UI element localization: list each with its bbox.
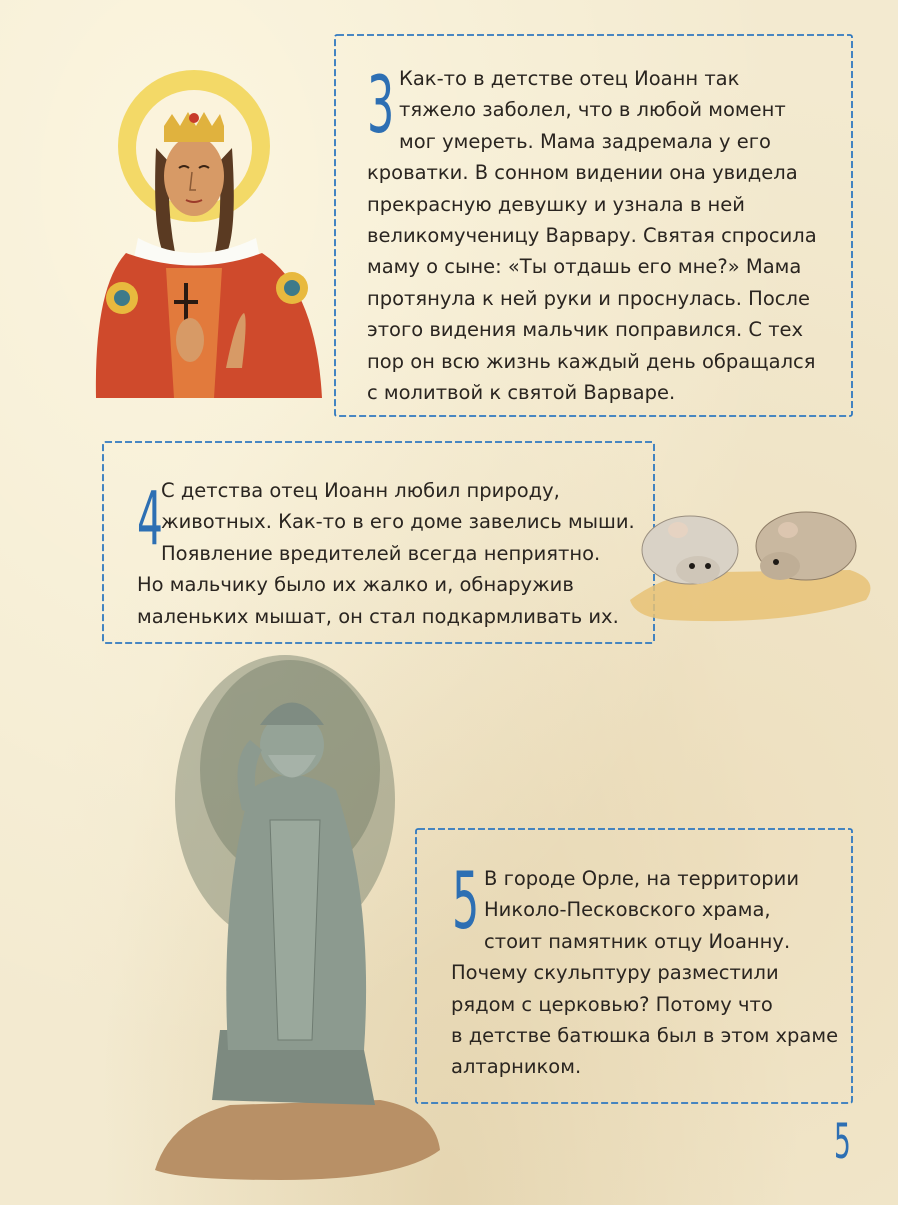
- section-text: [101, 475, 635, 632]
- text-line: кроватки. В сонном видении она увидела: [367, 161, 798, 185]
- text-line: рядом с церковью? Потому что: [451, 992, 773, 1016]
- text-line: протянула к ней руки и проснулась. После: [367, 286, 810, 310]
- text-line: тяжело заболел, что в любой момент: [399, 98, 786, 122]
- text-line: в детстве батюшка был в этом храме: [451, 1024, 839, 1048]
- text-line: Николо-Песковского храма,: [484, 898, 771, 922]
- section-number: 3: [367, 61, 393, 151]
- text-line: великомученицу Варвару. Святая спросила: [367, 224, 817, 248]
- saint-barbara-icon-illustration: [86, 68, 336, 403]
- story-box-3: [333, 33, 854, 418]
- text-line: Как-то в детстве отец Иоанн так: [399, 67, 740, 90]
- story-box-4: [101, 440, 656, 645]
- text-line: пор он всю жизнь каждый день обращался: [367, 349, 816, 373]
- text-line: Почему скульптуру разместили: [451, 961, 779, 985]
- text-line: маму о сыне: «Ты отдашь его мне?» Мама: [367, 255, 802, 279]
- text-line: В городе Орле, на территории: [484, 867, 800, 890]
- text-line: с молитвой к святой Варваре.: [367, 381, 676, 405]
- text-line: прекрасную девушку и узнала в ней: [367, 192, 745, 216]
- section-text: [333, 63, 817, 408]
- text-line: Появление вредителей всегда неприятно.: [161, 541, 601, 565]
- text-line: мог умереть. Мама задремала у его: [399, 129, 771, 153]
- text-line: алтарником.: [451, 1055, 582, 1079]
- section-text: [414, 857, 839, 1083]
- text-line: стоит памятник отцу Иоанну.: [484, 929, 791, 953]
- story-box-5: [414, 827, 854, 1105]
- text-line: С детства отец Иоанн любил природу,: [161, 479, 560, 502]
- text-line: маленьких мышат, он стал подкармливать их.: [137, 604, 619, 628]
- section-number: 4: [137, 476, 163, 562]
- page-number: 5: [834, 1114, 851, 1170]
- text-line: Но мальчику было их жалко и, обнаружив: [137, 573, 574, 597]
- text-line: этого видения мальчик поправился. С тех: [367, 318, 804, 342]
- statue-illustration: [150, 650, 450, 1185]
- section-number: 5: [452, 857, 480, 947]
- mice-illustration: [630, 500, 885, 630]
- text-line: животных. Как-то в его доме завелись мыши.: [161, 510, 635, 534]
